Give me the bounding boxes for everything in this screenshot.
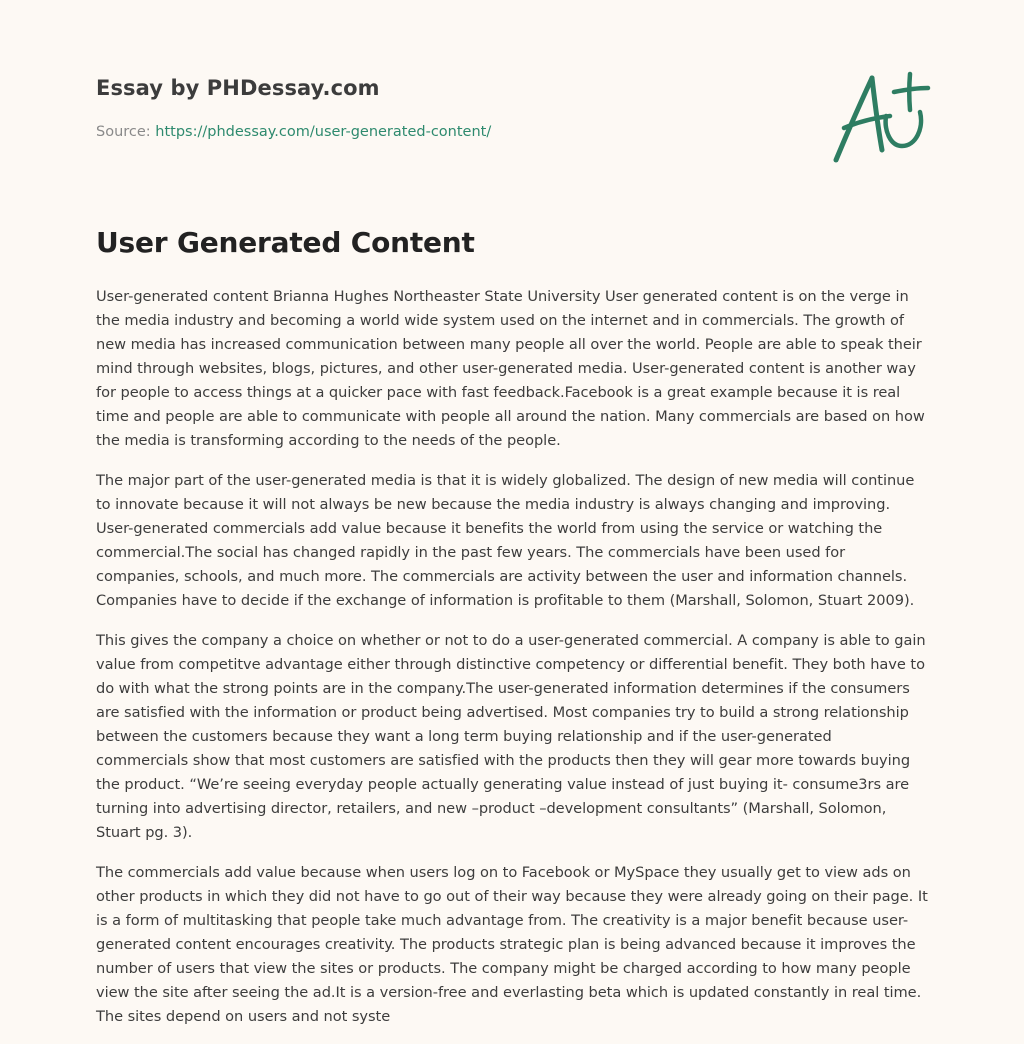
source-label: Source: [96,124,151,140]
source-line [96,124,491,140]
source-link[interactable]: https://phdessay.com/user-generated-content/ [155,124,492,140]
essay-paragraph: The major part of the user-generated media is that it is widely globalized. The design of new media will continue to innovate because it will not always be new because the media industry is always changing and improving. User-generated commercials add value because it benefits the world from using the service or watching the commercial.The social has changed rapidly in the past few years. The commercials have been used for companies, schools, and much more. The commercials are activity between the user and information channels. Companies have to decide if the exchange of information is profitable to them (Marshall, Solomon, Stuart 2009). [96,472,915,609]
essay-paragraph: The commercials add value because when users log on to Facebook or MySpace they usually get to view ads on other products in which they did not have to go out of their way because they were already going on their page. It is a form of multitasking that people take much advantage from. The creativity is a major benefit because user-generated content encourages creativity. The products strategic plan is being advanced because it improves the number of users that view the sites or products. The company might be charged according to how many people view the site after seeing the ad.It is a version-free and everlasting beta which is updated constantly in real time. The sites depend on users and not syste [96,864,928,1025]
a-plus-logo-icon [828,66,932,166]
essay-paragraph: User-generated content Brianna Hughes Northeaster State University User generated content is on the verge in the media industry and becoming a world wide system used on the internet and in commercials. The growth of new media has increased communication between many people all over the world. People are able to speak their mind through websites, blogs, pictures, and other user-generated media. User-generated content is another way for people to access things at a quicker pace with fast feedback.Facebook is a great example because it is real time and people are able to communicate with people all around the nation. Many commercials are based on how the media is transforming according to the needs of the people. [96,288,925,449]
site-title: Essay by PHDessay.com [96,76,380,100]
essay-paragraph: This gives the company a choice on whether or not to do a user-generated commercial. A company is able to gain value from competitve advantage either through distinctive competency or differential benefit. They both have to do with what the strong points are in the company.The user-generated information determines if the consumers are satisfied with the information or product being advertised. Most companies try to build a strong relationship between the customers because they want a long term buying relationship and if the user-generated commercials show that most customers are satisfied with the products then they will gear more towards buying the product. “We’re seeing everyday people actually generating value instead of just buying it- consume3rs are turning into advertising director, retailers, and new –product –development consultants” (Marshall, Solomon, Stuart pg. 3). [96,632,926,841]
essay-title: User Generated Content [96,226,475,259]
essay-body [96,285,928,1029]
page-header [96,0,928,200]
